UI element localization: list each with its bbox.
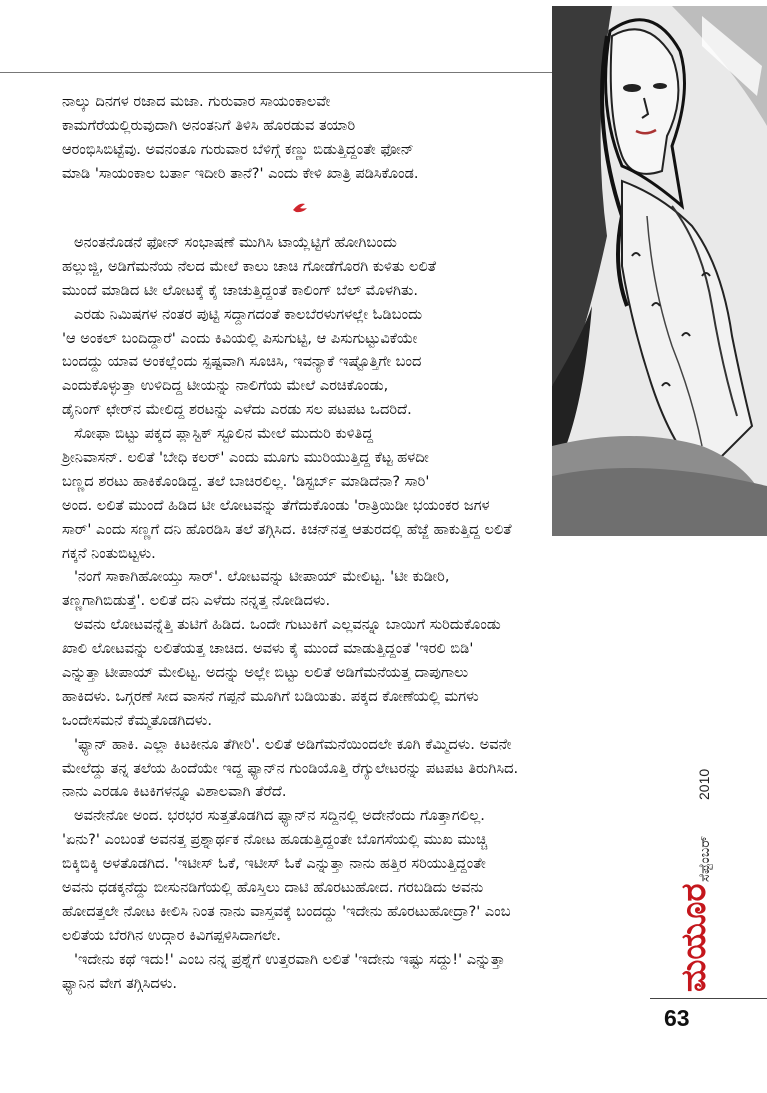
text-line: ನಾನು ಎರಡೂ ಕಿಟಕಿಗಳನ್ನೂ ವಿಶಾಲವಾಗಿ ತೆರೆದೆ. — [62, 783, 287, 801]
footer-divider — [650, 998, 767, 999]
text-line: ಒಂದೇಸಮನೆ ಕೆಮ್ಮತೊಡಗಿದಳು. — [62, 711, 213, 729]
text-line: ಖಾಲಿ ಲೋಟವನ್ನು ಲಲಿತೆಯತ್ತ ಚಾಚಿದ. ಅವಳು ಕೈ ಮುಂದೆ ಮಾಡುತ್ತಿದ್ದಂತೆ 'ಇರಲಿ ಬಿಡಿ' — [62, 640, 474, 658]
text-line: 'ಏನು?' ಎಂಬಂತೆ ಅವನತ್ತ ಪ್ರಶ್ನಾರ್ಥಕ ನೋಟ ಹೂಡುತ್ತಿದ್ದಂತೇ ಬೊಗಸೆಯಲ್ಲಿ ಮುಖ ಮುಚ್ಚಿ — [62, 831, 488, 849]
text-line: ಸಾರ್' ಎಂದು ಸಣ್ಣಗೆ ದನಿ ಹೊರಡಿಸಿ ತಲೆ ತಗ್ಗಿಸಿದ. ಕಿಚನ್‌ನತ್ತ ಆತುರದಲ್ಲಿ ಹೆಜ್ಜೆ ಹಾಕುತ್ತಿದ್ದ ಲಲಿತೆ — [62, 520, 512, 538]
text-line: 'ಇದೇನು ಕಥೆ ಇದು!' ಎಂಬ ನನ್ನ ಪ್ರಶ್ನೆಗೆ ಉತ್ತರವಾಗಿ ಲಲಿತೆ 'ಇದೇನು ಇಷ್ಟು ಸದ್ದು!' ಎನ್ನುತ್ತಾ — [74, 950, 506, 968]
magazine-side-label — [657, 760, 717, 995]
text-line: ಹೋದತ್ತಲೇ ನೋಟ ಕೀಲಿಸಿ ನಿಂತ ನಾನು ವಾಸ್ತವಕ್ಕೆ ಬಂದದ್ದು 'ಇದೇನು ಹೊರಟುಹೋದ್ರಾ?' ಎಂಬ — [62, 902, 511, 920]
text-line: ಕಾಮಗೆರೆಯಲ್ಲಿರುವುದಾಗಿ ಅನಂತನಿಗೆ ತಿಳಿಸಿ ಹೊರಡುವ ತಯಾರಿ — [62, 116, 356, 134]
text-line: ಎಂದುಕೊಳ್ಳುತ್ತಾ ಉಳಿದಿದ್ದ ಟೀಯನ್ನು ನಾಲಿಗೆಯ ಮೇಲೆ ಎರಚಿಕೊಂಡು, — [62, 377, 389, 395]
red-fleuron-icon — [291, 199, 309, 213]
page-number: 63 — [664, 1005, 690, 1031]
text-line: 'ಫ್ಯಾನ್ ಹಾಕಿ. ಎಲ್ಲಾ ಕಿಟಕೀನೂ ತೆಗೀರಿ'. ಲಲಿತೆ ಅಡಿಗೆಮನೆಯಿಂದಲೇ ಕೂಗಿ ಕೆಮ್ಮಿದಳು. ಅವನೇ — [74, 735, 512, 753]
text-line: ಶ್ರೀನಿವಾಸನ್. ಲಲಿತೆ 'ಬೇಧಿ ಕಲರ್' ಎಂದು ಮೂಗು ಮುರಿಯುತ್ತಿದ್ದ ಕೆಟ್ಟ ಹಳದೀ — [62, 449, 429, 467]
issue-month: ಸೆಪ್ಟೆಂಬರ್ — [697, 835, 713, 882]
text-line: ಬಂದದ್ದು ಯಾವ ಅಂಕಲ್ಲೆಂದು ಸ್ಪಷ್ಟವಾಗಿ ಸೂಚಿಸಿ, ಇವನ್ಯಾಕೆ ಇಷ್ಟೊತ್ತಿಗೇ ಬಂದ — [62, 353, 422, 371]
issue-year: 2010 — [696, 768, 712, 800]
text-line: ಅನಂತನೊಡನೆ ಫೋನ್ ಸಂಭಾಷಣೆ ಮುಗಿಸಿ ಟಾಯ್ಲೆಟ್ಟಿಗೆ ಹೋಗಿಬಂದು — [74, 234, 397, 251]
text-line: ಅಂದ. ಲಲಿತೆ ಮುಂದೆ ಹಿಡಿದ ಟೀ ಲೋಟವನ್ನು ತೆಗೆದುಕೊಂಡು 'ರಾತ್ರಿಯಿಡೀ ಭಯಂಕರ ಜಗಳ — [62, 496, 490, 514]
intro-paragraph — [62, 90, 712, 186]
text-line: ಮುಂದೆ ಮಾಡಿದ ಟೀ ಲೋಟಕ್ಕೆ ಕೈ ಚಾಚುತ್ತಿದ್ದಂತೆ ಕಾಲಿಂಗ್ ಬೆಲ್ ಮೊಳಗಿತು. — [62, 281, 418, 299]
text-line: ಅವನು ಧಡಕ್ಕನೆದ್ದು ಬೀಸುನಡಿಗೆಯಲ್ಲಿ ಹೊಸ್ತಿಲು ದಾಟಿ ಹೊರಟುಹೋದ. ಗರಬಡಿದು ಅವನು — [62, 879, 484, 897]
text-line: ಗಕ್ಕನೆ ನಿಂತುಬಿಟ್ಟಳು. — [62, 544, 156, 562]
text-line: ಹಲ್ಲುಜ್ಜಿ, ಅಡಿಗೆಮನೆಯ ನೆಲದ ಮೇಲೆ ಕಾಲು ಚಾಚಿ ಗೋಡೆಗೊರಗಿ ಕುಳಿತು ಲಲಿತೆ — [62, 257, 437, 275]
text-line: ಅವನು ಲೋಟವನ್ನೆತ್ತಿ ತುಟಿಗೆ ಹಿಡಿದ. ಒಂದೇ ಗುಟುಕಿಗೆ ಎಲ್ಲವನ್ನೂ ಬಾಯಿಗೆ ಸುರಿದುಕೊಂಡು — [74, 616, 501, 634]
text-line: ಸೋಫಾ ಬಿಟ್ಟು ಪಕ್ಕದ ಪ್ಲಾಸ್ಟಿಕ್ ಸ್ಟೂಲಿನ ಮೇಲೆ ಮುದುರಿ ಕುಳಿತಿದ್ದ — [74, 425, 374, 443]
magazine-name: ಮಯೂರ — [674, 883, 714, 992]
text-line: ಬಿಕ್ಕಿಬಿಕ್ಕಿ ಅಳತೊಡಗಿದ. 'ಇಟೀಸ್ ಓಕೆ, ಇಟೀಸ್ ಓಕೆ ಎನ್ನುತ್ತಾ ನಾನು ಹತ್ತಿರ ಸರಿಯುತ್ತಿದ್ದಂತೇ — [62, 855, 486, 873]
top-divider — [0, 72, 552, 73]
text-line: ಡೈನಿಂಗ್ ಛೇರ್‌ನ ಮೇಲಿದ್ದ ಶರಟನ್ನು ಎಳೆದು ಎರಡು ಸಲ ಪಟಪಟ ಒದರಿದೆ. — [62, 401, 412, 419]
text-line: ಅವನೇನೋ ಅಂದ. ಭರಭರ ಸುತ್ತತೊಡಗಿದ ಫ್ಯಾನ್‌ನ ಸದ್ದಿನಲ್ಲಿ ಅದೇನೆಂದು ಗೊತ್ತಾಗಲಿಲ್ಲ. — [74, 807, 485, 825]
text-line: ಹಾಕಿದಳು. ಒಗ್ಗರಣೆ ಸೀದ ವಾಸನೆ ಗಪ್ಪನೆ ಮೂಗಿಗೆ ಬಡಿಯಿತು. ಪಕ್ಕದ ಕೋಣೆಯಲ್ಲಿ ಮಗಳು — [62, 687, 479, 705]
text-line: ಆರಂಭಿಸಿಬಿಟ್ಟೆವು. ಅವನಂತೂ ಗುರುವಾರ ಬೆಳಿಗ್ಗೆ ಕಣ್ಣು ಬಿಡುತ್ತಿದ್ದಂತೇ ಫೋನ್ — [62, 140, 414, 158]
text-line: ಮೇಲೆದ್ದು ತನ್ನ ತಲೆಯ ಹಿಂದೆಯೇ ಇದ್ದ ಫ್ಯಾನ್‌ನ ಗುಂಡಿಯೊತ್ತಿ ರೆಗ್ಯುಲೇಟರನ್ನು ಪಟಪಟ ತಿರುಗಿಸಿದ. — [62, 759, 519, 777]
text-line: ಬಣ್ಣದ ಶರಟು ಹಾಕಿಕೊಂಡಿದ್ದ. ತಲೆ ಬಾಚಿರಲಿಲ್ಲ. 'ಡಿಸ್ಟರ್ಬ್ ಮಾಡಿದೆನಾ? ಸಾರಿ' — [62, 472, 430, 490]
text-line: ಲಲಿತೆಯ ಬೆರಗಿನ ಉದ್ಗಾರ ಕಿವಿಗಪ್ಪಳಿಸಿದಾಗಲೇ. — [62, 926, 281, 944]
text-line: 'ಆ ಅಂಕಲ್ ಬಂದಿದ್ದಾರೆ' ಎಂದು ಕಿವಿಯಲ್ಲಿ ಪಿಸುಗುಟ್ಟಿ, ಆ ಪಿಸುಗುಟ್ಟುವಿಕೆಯೇ — [62, 329, 418, 347]
text-line: ಮಾಡಿ 'ಸಾಯಂಕಾಲ ಬರ್ತಾ ಇದೀರಿ ತಾನೆ?' ಎಂದು ಕೇಳಿ ಖಾತ್ರಿ ಪಡಿಸಿಕೊಂಡ. — [62, 164, 419, 182]
text-line: ಎರಡು ನಿಮಿಷಗಳ ನಂತರ ಪುಟ್ಟಿ ಸದ್ದಾಗದಂತೆ ಕಾಲಬೆರಳುಗಳಲ್ಲೇ ಓಡಿಬಂದು — [74, 305, 423, 323]
text-line: ನಾಲ್ಕು ದಿನಗಳ ರಜಾದ ಮಜಾ. ಗುರುವಾರ ಸಾಯಂಕಾಲವೇ — [62, 93, 331, 110]
text-line: 'ನಂಗೆ ಸಾಕಾಗಿಹೋಯ್ತು ಸಾರ್'. ಲೋಟವನ್ನು ಟೀಪಾಯ್ ಮೇಲಿಟ್ಟ. 'ಟೀ ಕುಡೀರಿ, — [74, 568, 450, 586]
text-line: ಎನ್ನುತ್ತಾ ಟೀಪಾಯ್ ಮೇಲಿಟ್ಟ. ಅದನ್ನು ಅಲ್ಲೇ ಬಿಟ್ಟು ಲಲಿತೆ ಅಡಿಗೆಮನೆಯತ್ತ ದಾಪುಗಾಲು — [62, 664, 469, 682]
story-body — [62, 231, 712, 996]
text-line: ಫ್ಯಾನಿನ ವೇಗ ತಗ್ಗಿಸಿದಳು. — [62, 974, 178, 992]
text-line: ತಣ್ಣಗಾಗಿಬಿಡುತ್ತೆ'. ಲಲಿತೆ ದನಿ ಎಳೆದು ನನ್ನತ್ತ ನೋಡಿದಳು. — [62, 592, 331, 610]
